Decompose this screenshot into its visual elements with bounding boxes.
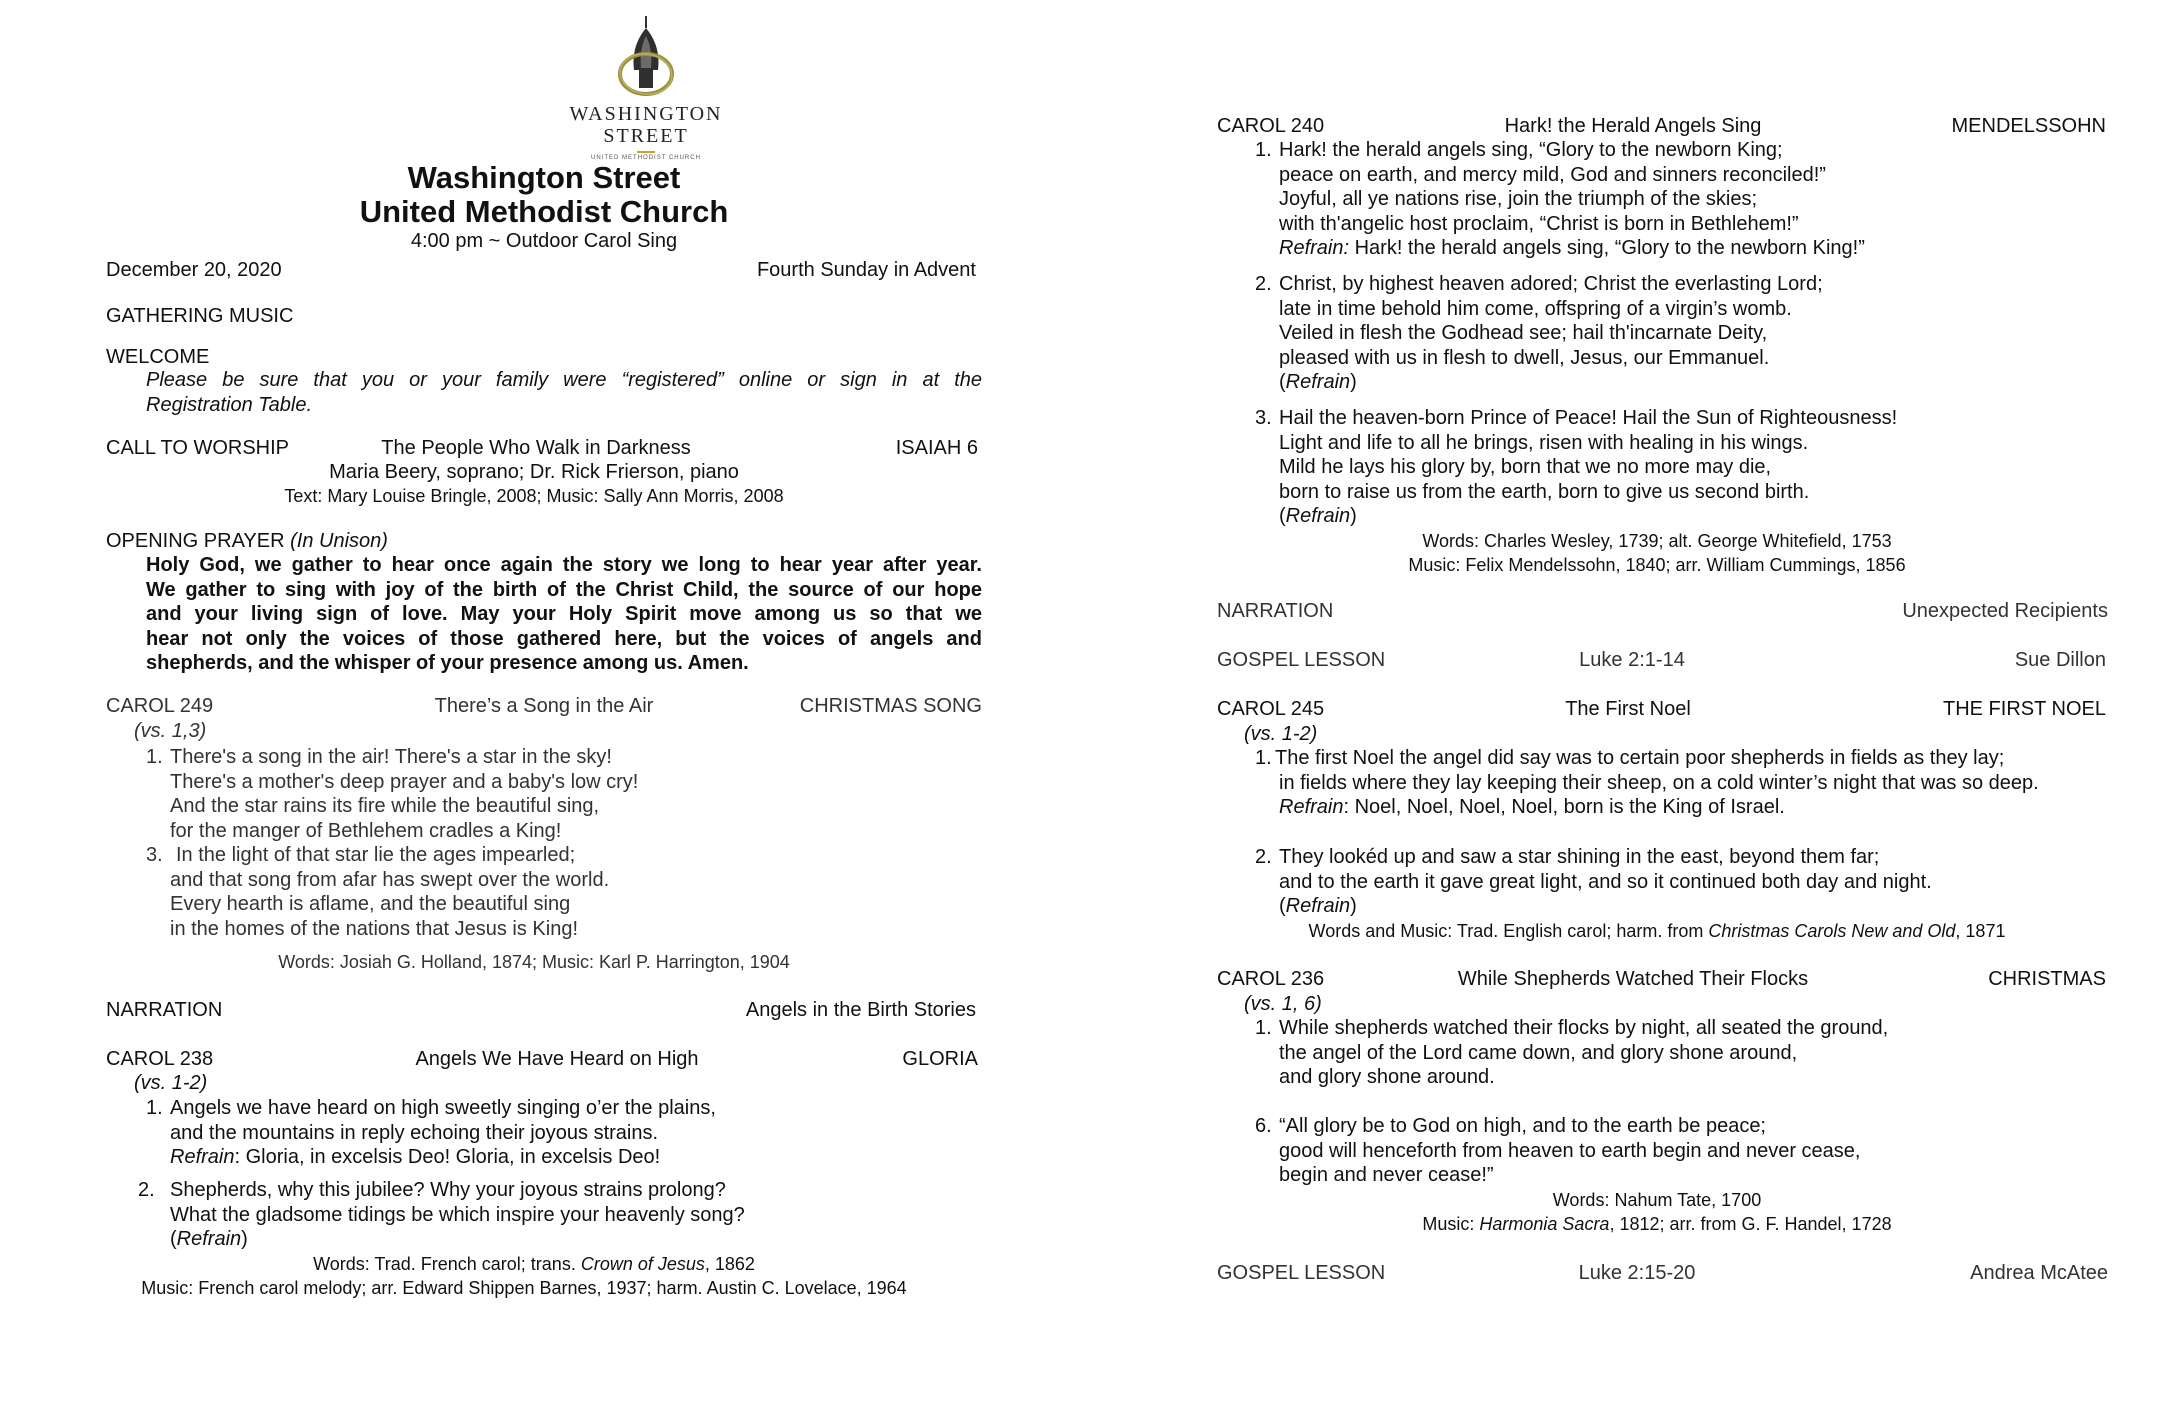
carol-245-tune: THE FIRST NOEL <box>1943 698 2106 720</box>
lyric-line: Light and life to all he brings, risen with healing in his wings. <box>1279 431 1809 454</box>
verse-number: 3. <box>1255 407 1272 429</box>
verse-number: 3. <box>146 844 163 866</box>
call-to-worship-label: CALL TO WORSHIP <box>106 437 290 459</box>
liturgical-day: Fourth Sunday in Advent <box>756 259 976 281</box>
prayer-line: Holy God, we gather to hear once again the story we long to hear year after year. <box>146 554 982 576</box>
church-logo <box>546 14 746 162</box>
church-title-line-2: United Methodist Church <box>359 194 729 229</box>
carol-238-verse-1 <box>170 1096 716 1170</box>
carol-240-verse-1 <box>1279 138 1865 261</box>
narration-row <box>106 998 982 1022</box>
carol-245-verses-note: (vs. 1-2) <box>1244 723 1318 745</box>
verse-number: 1. <box>146 746 163 768</box>
carol-236-label: CAROL 236 <box>1217 968 1325 990</box>
verse-number: 2. <box>1255 273 1272 295</box>
credit-text: Words: Trad. French carol; trans. <box>313 1254 581 1274</box>
welcome-text <box>146 368 982 417</box>
lyric-line: Hark! the herald angels sing, “Glory to the newborn King; <box>1279 139 1783 161</box>
logo-subtitle: UNITED METHODIST CHURCH <box>591 154 701 161</box>
carol-240-credit-words: Words: Charles Wesley, 1739; alt. George Whitefield, 1753 <box>1422 531 1892 551</box>
lyric-line: And the star rains its fire while the beautiful sing, <box>170 795 600 817</box>
refrain-label: Refrain <box>1279 796 1344 818</box>
refrain-ref-label: Refrain <box>1285 895 1351 917</box>
lyric-line: While shepherds watched their flocks by night, all seated the ground, <box>1279 1017 1889 1039</box>
church-title-line-1: Washington Street <box>407 160 681 195</box>
carol-236-header <box>1217 967 2117 991</box>
lyric-line: Angels we have heard on high sweetly singing o’er the plains, <box>170 1097 716 1119</box>
call-to-worship-row <box>106 436 982 460</box>
carol-238-credit-words <box>96 1252 972 1277</box>
refrain-line <box>1279 236 1865 261</box>
refrain-line <box>170 1145 716 1170</box>
carol-238-credit-music: Music: French carol melody; arr. Edward Shippen Barnes, 1937; harm. Austin C. Lovelace, 1964 <box>141 1278 907 1298</box>
carol-245-title: The First Noel <box>1565 698 1691 720</box>
carol-238-verse-2 <box>170 1178 745 1252</box>
opening-prayer-heading <box>106 529 388 554</box>
verse-number: 6. <box>1255 1115 1272 1137</box>
lyric-line: in the homes of the nations that Jesus is King! <box>170 917 579 940</box>
refrain-label: Refrain <box>170 1146 235 1168</box>
opening-prayer-label: OPENING PRAYER <box>106 530 285 552</box>
carol-245-credit <box>1217 919 2097 944</box>
lyric-line: They lookéd up and saw a star shining in the east, beyond them far; <box>1279 846 1880 868</box>
gospel-lesson-1-row <box>1217 648 2117 672</box>
credit-source: Christmas Carols New and Old <box>1708 921 1956 941</box>
carol-238-label: CAROL 238 <box>106 1048 214 1070</box>
credit-source: Crown of Jesus <box>580 1254 705 1274</box>
carol-249-header <box>106 694 982 718</box>
lyric-line: Shepherds, why this jubilee? Why your joyous strains prolong? <box>170 1179 726 1201</box>
carol-238-header <box>106 1047 982 1071</box>
refrain-line <box>1279 795 2039 820</box>
steeple-icon <box>606 14 686 96</box>
carol-240-title: Hark! the Herald Angels Sing <box>1504 115 1762 137</box>
carol-245-verse-1 <box>1275 746 2039 820</box>
refrain-ref-label: Refrain <box>176 1228 242 1250</box>
lyric-line: Mild he lays his glory by, born that we no more may die, <box>1279 456 1772 478</box>
lyric-line: late in time behold him come, offspring of a virgin’s womb. <box>1279 297 1792 320</box>
lyric-line: in fields where they lay keeping their sheep, on a cold winter’s night that was so deep. <box>1279 771 2039 794</box>
narration-title: Angels in the Birth Stories <box>745 999 976 1021</box>
carol-236-verses-note: (vs. 1, 6) <box>1244 993 1322 1015</box>
logo-line-2: STREET <box>603 124 689 147</box>
carol-249-verse-1 <box>170 745 638 843</box>
lyric-line: In the light of that star lie the ages impearled; <box>176 844 576 866</box>
lyric-line: with th'angelic host proclaim, “Christ is born in Bethlehem!” <box>1279 212 1799 235</box>
verse-number: 1. <box>1255 747 1272 769</box>
lyric-line: for the manger of Bethlehem cradles a King! <box>170 819 562 842</box>
carol-240-header <box>1217 114 2117 138</box>
lyric-line: Hail the heaven-born Prince of Peace! Hail the Sun of Righteousness! <box>1279 407 1898 429</box>
lyric-line: What the gladsome tidings be which inspire your heavenly song? <box>170 1203 745 1226</box>
logo-line-1: WASHINGTON <box>569 102 723 125</box>
refrain-ref-label: Refrain <box>1285 505 1351 527</box>
lyric-line: Joyful, all ye nations rise, join the triumph of the skies; <box>1279 188 1758 210</box>
credit-text: Words and Music: Trad. English carol; harm. from <box>1308 921 1709 941</box>
call-to-worship-title: The People Who Walk in Darkness <box>381 437 691 459</box>
verse-number: 1. <box>1255 139 1272 161</box>
carol-236-credit-music <box>1217 1212 2097 1237</box>
carol-236-title: While Shepherds Watched Their Flocks <box>1457 968 1809 990</box>
logo-divider <box>637 151 655 153</box>
carol-240-verse-3 <box>1279 406 1897 529</box>
carol-240-label: CAROL 240 <box>1217 115 1325 137</box>
prayer-line: We gather to sing with joy of the birth of the Christ Child, the source of our hope <box>146 578 982 601</box>
carol-249-title: There’s a Song in the Air <box>434 695 654 717</box>
verse-number: 1. <box>146 1097 163 1119</box>
gospel-lesson-label: GOSPEL LESSON <box>1217 1262 1386 1284</box>
prayer-line: and your living sign of love. May your Holy Spirit move among us so that we <box>146 603 982 625</box>
carol-238-title: Angels We Have Heard on High <box>415 1048 699 1070</box>
credit-year: , 1812; arr. from G. F. Handel, 1728 <box>1609 1214 1892 1234</box>
refrain-text: : Gloria, in excelsis Deo! Gloria, in excelsis Deo! <box>234 1146 661 1168</box>
carol-245-header <box>1217 697 2117 721</box>
prayer-line: hear not only the voices of those gathered here, but the voices of angels and <box>146 627 982 650</box>
carol-249-tune: CHRISTMAS SONG <box>799 695 982 717</box>
lyric-line: pleased with us in flesh to dwell, Jesus, our Emmanuel. <box>1279 346 1770 369</box>
credit-source: Harmonia Sacra <box>1479 1214 1610 1234</box>
credit-year: , 1862 <box>704 1254 755 1274</box>
opening-prayer-note: (In Unison) <box>290 530 388 552</box>
carol-249-label: CAROL 249 <box>106 695 214 717</box>
carol-249-verse-3 <box>170 843 609 941</box>
lyric-line: the angel of the Lord came down, and glory shone around, <box>1279 1041 1798 1064</box>
welcome-line: Registration Table. <box>146 393 313 416</box>
verse-number: 1. <box>1255 1017 1272 1039</box>
narration-label: NARRATION <box>106 999 223 1021</box>
gospel-lesson-reader: Andrea McAtee <box>1970 1262 2108 1284</box>
service-date: December 20, 2020 <box>106 259 282 281</box>
welcome-line: Please be sure that you or your family were “registered” online or sign in at the <box>146 369 982 391</box>
opening-prayer-text <box>146 553 982 676</box>
refrain-text: Hark! the herald angels sing, “Glory to the newborn King!” <box>1349 237 1865 259</box>
lyric-line: good will henceforth from heaven to earth begin and never cease, <box>1279 1139 1861 1162</box>
lyric-line: peace on earth, and mercy mild, God and sinners reconciled!” <box>1279 163 1826 186</box>
gospel-lesson-label: GOSPEL LESSON <box>1217 649 1386 671</box>
carol-249-credit: Words: Josiah G. Holland, 1874; Music: Karl P. Harrington, 1904 <box>278 952 790 972</box>
refrain-ref: (Refrain) <box>1279 895 1357 917</box>
refrain-text: : Noel, Noel, Noel, Noel, born is the King of Israel. <box>1343 796 1785 818</box>
call-to-worship-performers: Maria Beery, soprano; Dr. Rick Frierson, piano <box>329 461 739 483</box>
gospel-lesson-2-row <box>1217 1261 2117 1285</box>
narration-row <box>1217 599 2117 623</box>
refrain-ref: (Refrain) <box>1279 505 1357 527</box>
verse-number: 2. <box>1255 846 1272 868</box>
lyric-line: Every hearth is aflame, and the beautiful sing <box>170 893 571 915</box>
call-to-worship-tune: ISAIAH 6 <box>895 437 978 459</box>
credit-year: , 1871 <box>1955 921 2006 941</box>
lyric-line: The first Noel the angel did say was to certain poor shepherds in fields as they lay; <box>1275 747 2005 769</box>
narration-label: NARRATION <box>1217 600 1334 622</box>
service-subtitle: 4:00 pm ~ Outdoor Carol Sing <box>410 230 678 252</box>
carol-238-verses-note: (vs. 1-2) <box>134 1072 208 1094</box>
lyric-line: and to the earth it gave great light, and so it continued both day and night. <box>1279 870 1932 893</box>
carol-240-verse-2 <box>1279 272 1823 395</box>
refrain-label: Refrain: <box>1279 237 1350 259</box>
welcome-heading: WELCOME <box>106 346 210 368</box>
gathering-music-heading: GATHERING MUSIC <box>106 305 294 327</box>
lyric-line: Veiled in flesh the Godhead see; hail th'incarnate Deity, <box>1279 322 1768 344</box>
lyric-line: Christ, by highest heaven adored; Christ the everlasting Lord; <box>1279 273 1823 295</box>
carol-238-tune: GLORIA <box>902 1048 978 1070</box>
verse-number: 2. <box>138 1179 155 1201</box>
carol-236-credit-words: Words: Nahum Tate, 1700 <box>1552 1190 1762 1210</box>
carol-245-label: CAROL 245 <box>1217 698 1325 720</box>
call-to-worship-credit: Text: Mary Louise Bringle, 2008; Music: Sally Ann Morris, 2008 <box>284 486 784 506</box>
carol-245-verse-2 <box>1279 845 1932 919</box>
prayer-line: shepherds, and the whisper of your presence among us. Amen. <box>146 652 749 674</box>
refrain-ref: (Refrain) <box>170 1228 248 1250</box>
gospel-lesson-reference: Luke 2:1-14 <box>1579 649 1685 671</box>
lyric-line: There's a mother's deep prayer and a baby's low cry! <box>170 770 639 793</box>
lyric-line: “All glory be to God on high, and to the earth be peace; <box>1279 1115 1766 1137</box>
lyric-line: and glory shone around. <box>1279 1066 1495 1088</box>
credit-text: Music: <box>1422 1214 1480 1234</box>
carol-249-verses-note: (vs. 1,3) <box>134 720 207 742</box>
carol-236-verse-6 <box>1279 1114 1860 1188</box>
carol-240-tune: MENDELSSOHN <box>1951 115 2106 137</box>
refrain-ref: (Refrain) <box>1279 371 1357 393</box>
lyric-line: begin and never cease!” <box>1279 1164 1494 1186</box>
date-row <box>106 258 982 282</box>
lyric-line: and that song from afar has swept over the world. <box>170 868 610 891</box>
narration-title: Unexpected Recipients <box>1902 600 2108 622</box>
refrain-ref-label: Refrain <box>1285 371 1351 393</box>
carol-240-credit-music: Music: Felix Mendelssohn, 1840; arr. William Cummings, 1856 <box>1408 555 1906 575</box>
lyric-line: There's a song in the air! There's a star in the sky! <box>170 746 612 768</box>
gospel-lesson-reader: Sue Dillon <box>2014 649 2106 671</box>
gospel-lesson-reference: Luke 2:15-20 <box>1578 1262 1696 1284</box>
lyric-line: born to raise us from the earth, born to give us second birth. <box>1279 480 1810 503</box>
carol-236-tune: CHRISTMAS <box>1988 968 2106 990</box>
carol-236-verse-1 <box>1279 1016 1888 1090</box>
lyric-line: and the mountains in reply echoing their joyous strains. <box>170 1121 659 1144</box>
